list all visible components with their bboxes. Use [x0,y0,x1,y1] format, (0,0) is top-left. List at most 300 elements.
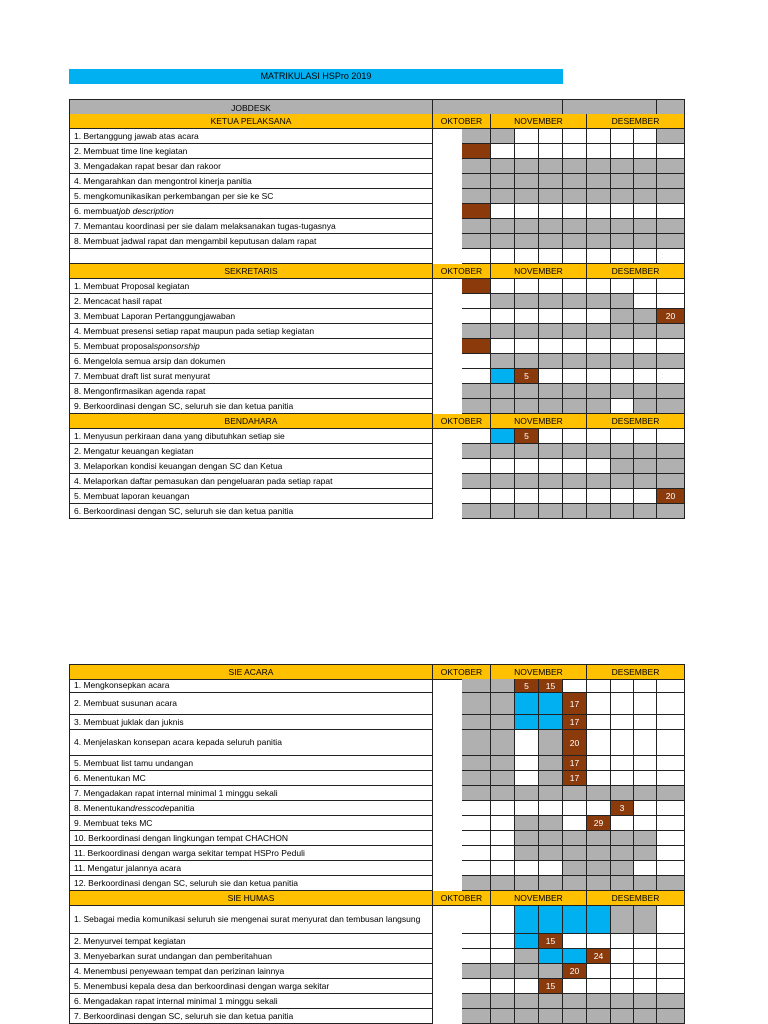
schedule-cell [462,949,491,964]
schedule-cell [462,399,491,414]
schedule-cell [587,399,611,414]
schedule-cell [587,189,611,204]
month-header-desember: DESEMBER [587,414,685,429]
schedule-cell [634,994,657,1009]
schedule-cell [587,715,611,730]
table-row [69,730,685,756]
schedule-cell [491,339,515,354]
schedule-cell [657,964,685,979]
task-label: 4. Menembusi penyewaan tempat dan perizinan lainnya [69,964,433,979]
schedule-cell [587,876,611,891]
schedule-cell [587,279,611,294]
schedule-cell [611,144,634,159]
schedule-cell [657,279,685,294]
schedule-cell [563,876,587,891]
schedule-cell: 5 [515,679,539,693]
schedule-cell [634,129,657,144]
task-label: 7. Mengadakan rapat internal minimal 1 minggu sekali [69,786,433,801]
schedule-cell [611,459,634,474]
schedule-cell: 20 [657,309,685,324]
schedule-cell [634,234,657,249]
schedule-cell: 17 [563,756,587,771]
schedule-cell [634,934,657,949]
table-row [69,264,685,279]
schedule-cell [611,771,634,786]
schedule-cell [657,219,685,234]
schedule-cell [491,730,515,756]
task-label: 5. Membuat list tamu undangan [69,756,433,771]
table-row [69,294,685,309]
month-header-desember: DESEMBER [587,264,685,279]
schedule-cell [634,771,657,786]
schedule-cell [611,846,634,861]
schedule-cell [515,324,539,339]
schedule-cell [611,994,634,1009]
schedule-cell [634,489,657,504]
table-row [69,324,685,339]
table-row [69,249,685,264]
schedule-cell [657,384,685,399]
schedule-cell [587,771,611,786]
table-row [69,786,685,801]
schedule-cell [611,444,634,459]
schedule-cell [611,174,634,189]
task-label: 4. Mengarahkan dan mengontrol kinerja panitia [69,174,433,189]
schedule-cell [515,474,539,489]
month-header-desember: DESEMBER [587,665,685,680]
schedule-cell [515,144,539,159]
task-label: 6. Menentukan MC [69,771,433,786]
schedule-cell [634,384,657,399]
schedule-cell [611,861,634,876]
schedule-cell [563,429,587,444]
schedule-cell [563,279,587,294]
schedule-cell [563,444,587,459]
schedule-cell [491,816,515,831]
schedule-cell [657,429,685,444]
schedule-cell [515,279,539,294]
schedule-cell [491,979,515,994]
schedule-cell [515,771,539,786]
schedule-cell [515,861,539,876]
schedule-cell [539,474,563,489]
schedule-cell [539,309,563,324]
schedule-cell [462,354,491,369]
table-row [69,906,685,934]
section-title: SIE HUMAS [69,891,433,906]
table-row [69,964,685,979]
schedule-cell [587,339,611,354]
table-row [69,876,685,891]
schedule-cell [539,693,563,715]
schedule-cell: 17 [563,771,587,786]
schedule-cell [539,994,563,1009]
schedule-cell [462,964,491,979]
section-title: KETUA PELAKSANA [69,114,433,129]
schedule-cell [563,204,587,219]
schedule-cell [491,189,515,204]
schedule-cell [657,474,685,489]
table-row [69,891,685,906]
task-label: 6. Mengelola semua arsip dan dokumen [69,354,433,369]
schedule-cell [462,309,491,324]
schedule-cell [539,949,563,964]
schedule-cell [634,715,657,730]
schedule-cell [515,786,539,801]
schedule-cell [657,979,685,994]
table-row [69,1009,685,1024]
month-header-november: NOVEMBER [491,665,587,680]
schedule-cell [657,786,685,801]
schedule-cell [634,309,657,324]
table-row [69,693,685,715]
schedule-cell [657,1009,685,1024]
schedule-cell [462,504,491,519]
schedule-cell [539,204,563,219]
table-row [69,679,685,693]
schedule-cell [462,459,491,474]
schedule-cell [515,693,539,715]
schedule-cell [491,399,515,414]
schedule-cell [515,846,539,861]
schedule-cell [657,994,685,1009]
task-label: 11. Mengatur jalannya acara [69,861,433,876]
schedule-cell [462,279,491,294]
schedule-cell [563,144,587,159]
schedule-cell [515,994,539,1009]
schedule-cell [634,444,657,459]
schedule-cell [634,189,657,204]
task-label: 1. Menyusun perkiraan dana yang dibutuhkan setiap sie [69,429,433,444]
schedule-cell [657,369,685,384]
task-label: 7. Berkoordinasi dengan SC, seluruh sie dan ketua panitia [69,1009,433,1024]
schedule-cell [611,715,634,730]
schedule-cell [539,756,563,771]
table-row [69,204,685,219]
schedule-cell [539,846,563,861]
task-label: 3. Membuat juklak dan juknis [69,715,433,730]
schedule-cell [563,384,587,399]
schedule-cell [657,715,685,730]
schedule-cell [539,354,563,369]
schedule-cell [657,861,685,876]
schedule-cell [515,1009,539,1024]
schedule-cell [539,730,563,756]
schedule-cell [539,861,563,876]
schedule-cell [491,949,515,964]
schedule-cell [491,934,515,949]
schedule-cell: 29 [587,816,611,831]
schedule-cell [515,174,539,189]
schedule-cell [539,219,563,234]
schedule-cell [491,693,515,715]
schedule-cell [587,459,611,474]
schedule-cell [491,384,515,399]
schedule-cell [462,324,491,339]
table-row [69,831,685,846]
table-row [69,504,685,519]
schedule-cell [539,964,563,979]
schedule-cell [634,459,657,474]
schedule-cell [539,129,563,144]
task-label: 9. Berkoordinasi dengan SC, seluruh sie dan ketua panitia [69,399,433,414]
table-row [69,129,685,144]
schedule-cell [539,234,563,249]
month-header-oktober: OKTOBER [433,665,491,680]
schedule-cell [657,294,685,309]
schedule-cell [539,294,563,309]
schedule-cell [462,831,491,846]
schedule-cell [491,994,515,1009]
schedule-cell [563,816,587,831]
schedule-cell [491,429,515,444]
schedule-cell [563,369,587,384]
schedule-cell [491,846,515,861]
schedule-cell [657,339,685,354]
schedule-cell [563,1009,587,1024]
schedule-cell [657,876,685,891]
schedule-cell [611,129,634,144]
schedule-cell [539,144,563,159]
schedule-cell [491,964,515,979]
schedule-cell [563,129,587,144]
schedule-cell [563,324,587,339]
schedule-cell [611,354,634,369]
schedule-cell [611,934,634,949]
schedule-cell [634,979,657,994]
schedule-cell [539,715,563,730]
month-header-oktober: OKTOBER [433,414,491,429]
schedule-cell [657,756,685,771]
schedule-cell [491,876,515,891]
schedule-cell [539,459,563,474]
schedule-cell [634,339,657,354]
schedule-cell [491,129,515,144]
schedule-cell [634,786,657,801]
schedule-cell [462,876,491,891]
schedule-cell: 5 [515,429,539,444]
schedule-cell [563,399,587,414]
schedule-cell [491,801,515,816]
table-row [69,756,685,771]
schedule-cell [462,144,491,159]
table-row [69,114,685,129]
jobdesk-header: JOBDESK [69,100,433,116]
schedule-cell [491,174,515,189]
schedule-cell [515,234,539,249]
schedule-cell [539,1009,563,1024]
schedule-cell [563,504,587,519]
schedule-cell [462,189,491,204]
schedule-cell [634,399,657,414]
schedule-cell [563,354,587,369]
table-row [69,816,685,831]
task-label: 2. Mengatur keuangan kegiatan [69,444,433,459]
schedule-cell [611,204,634,219]
schedule-cell [587,129,611,144]
schedule-cell [634,504,657,519]
schedule-cell [539,876,563,891]
schedule-cell [587,354,611,369]
month-header-oktober: OKTOBER [433,114,491,129]
schedule-cell [587,801,611,816]
schedule-cell [611,324,634,339]
schedule-cell [491,459,515,474]
schedule-cell [539,174,563,189]
schedule-cell [611,504,634,519]
schedule-cell [539,399,563,414]
schedule-cell [563,474,587,489]
schedule-cell [491,906,515,934]
table-row [69,459,685,474]
schedule-cell [634,369,657,384]
blank-cell [491,249,515,264]
schedule-cell [462,384,491,399]
task-label: 5. mengkomunikasikan perkembangan per sie ke SC [69,189,433,204]
schedule-cell [634,861,657,876]
schedule-cell: 3 [611,801,634,816]
schedule-cell [491,219,515,234]
schedule-cell [491,504,515,519]
task-label: 6. Berkoordinasi dengan SC, seluruh sie dan ketua panitia [69,504,433,519]
schedule-cell [491,354,515,369]
schedule-cell [611,693,634,715]
task-label: 12. Berkoordinasi dengan SC, seluruh sie dan ketua panitia [69,876,433,891]
schedule-cell [634,730,657,756]
schedule-cell [515,934,539,949]
schedule-cell [657,234,685,249]
schedule-cell [657,846,685,861]
schedule-cell [515,399,539,414]
table-row [69,189,685,204]
month-header-desember: DESEMBER [587,114,685,129]
schedule-cell [587,204,611,219]
schedule-cell [462,159,491,174]
schedule-cell [587,159,611,174]
schedule-cell [587,429,611,444]
schedule-cell [634,949,657,964]
schedule-cell [563,979,587,994]
blank-cell [69,249,433,264]
schedule-cell [587,730,611,756]
schedule-cell: 20 [657,489,685,504]
schedule-cell [611,279,634,294]
schedule-cell [657,504,685,519]
schedule-cell [462,234,491,249]
schedule-cell [539,444,563,459]
task-label: 3. Membuat Laporan Pertanggungjawaban [69,309,433,324]
schedule-cell [657,730,685,756]
schedule-cell [587,906,611,934]
schedule-cell [634,294,657,309]
schedule-cell [634,159,657,174]
schedule-cell [539,339,563,354]
schedule-cell [611,876,634,891]
schedule-cell [563,294,587,309]
schedule-cell [462,369,491,384]
schedule-cell [587,369,611,384]
schedule-cell [587,679,611,693]
schedule-cell [657,831,685,846]
schedule-cell [657,144,685,159]
schedule-cell [491,159,515,174]
schedule-cell [657,399,685,414]
schedule-cell [491,679,515,693]
schedule-cell [539,816,563,831]
schedule-cell [539,504,563,519]
schedule-cell [515,219,539,234]
schedule-cell [587,504,611,519]
table-row [69,369,685,384]
schedule-cell [491,756,515,771]
schedule-cell [563,489,587,504]
schedule-cell [491,831,515,846]
blank-cell [539,249,563,264]
schedule-cell [611,159,634,174]
schedule-cell [462,474,491,489]
schedule-cell [657,934,685,949]
task-label: 5. Menembusi kepala desa dan berkoordinasi dengan warga sekitar [69,979,433,994]
task-label: 4. Membuat presensi setiap rapat maupun pada setiap kegiatan [69,324,433,339]
schedule-cell [462,934,491,949]
table-row [69,489,685,504]
schedule-cell [611,949,634,964]
schedule-cell [539,906,563,934]
schedule-cell [587,489,611,504]
task-label: 3. Mengadakan rapat besar dan rakoor [69,159,433,174]
schedule-cell [611,906,634,934]
schedule-cell [515,459,539,474]
schedule-cell [563,189,587,204]
table-row [69,771,685,786]
month-header-november: NOVEMBER [491,114,587,129]
schedule-cell [491,204,515,219]
schedule-cell [462,429,491,444]
schedule-cell [462,294,491,309]
table-row [69,444,685,459]
schedule-cell [462,816,491,831]
schedule-cell [515,444,539,459]
schedule-cell: 20 [563,730,587,756]
schedule-cell [515,831,539,846]
task-label: 8. Menentukan dresscode panitia [69,801,433,816]
table-row [69,474,685,489]
schedule-cell [462,801,491,816]
schedule-cell [657,324,685,339]
task-label: 11. Berkoordinasi dengan warga sekitar tempat HSPro Peduli [69,846,433,861]
schedule-cell [491,444,515,459]
table-row [69,384,685,399]
schedule-cell [611,979,634,994]
schedule-cell [515,715,539,730]
schedule-cell [462,730,491,756]
schedule-cell: 15 [539,679,563,693]
schedule-cell [657,129,685,144]
schedule-cell [462,1009,491,1024]
schedule-cell [587,756,611,771]
schedule-cell [657,679,685,693]
schedule-cell [634,756,657,771]
schedule-cell [634,279,657,294]
task-label: 2. Membuat time line kegiatan [69,144,433,159]
schedule-cell [462,846,491,861]
schedule-cell [587,294,611,309]
schedule-cell [587,144,611,159]
schedule-cell [657,174,685,189]
schedule-cell [634,474,657,489]
schedule-cell [491,861,515,876]
schedule-cell [587,1009,611,1024]
